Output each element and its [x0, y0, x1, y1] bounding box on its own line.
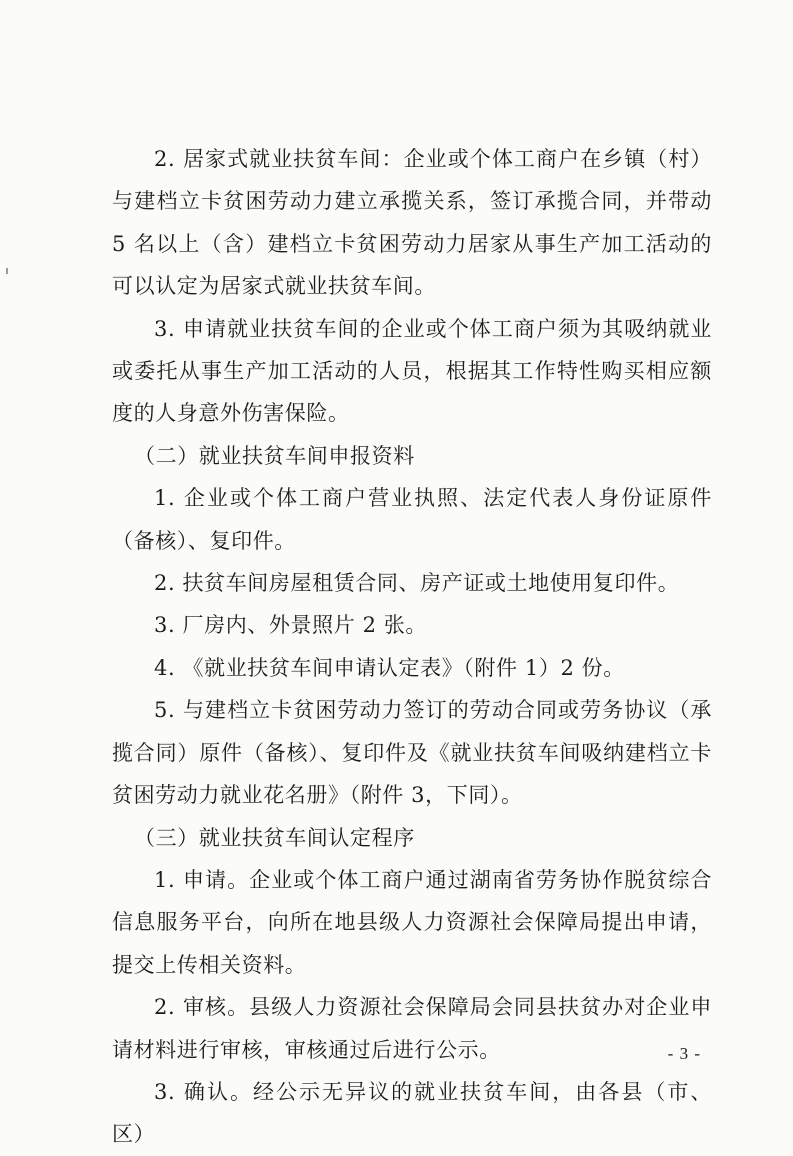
- paragraph-review: 2. 审核。县级人力资源社会保障局会同县扶贫办对企业申请材料进行审核，审核通过后进行公示。: [112, 995, 712, 1062]
- paragraph-confirm: 3. 确认。经公示无异议的就业扶贫车间，由各县（市、区）: [112, 1079, 712, 1147]
- section-heading-application-materials: （二）就业扶贫车间申报资料: [134, 443, 415, 468]
- paragraph-application-form: 4. 《就业扶贫车间申请认定表》（附件 1）2 份。: [154, 655, 625, 680]
- paragraph-labor-contract: 5. 与建档立卡贫困劳动力签订的劳动合同或劳务协议（承揽合同）原件（备核）、复印件及《就业扶贫车间吸纳建档立卡贫困劳动力就业花名册》（附件 3，下同）。: [112, 698, 712, 808]
- body-text: [112, 138, 712, 1156]
- paragraph-lease-contract: 2. 扶贫车间房屋租赁合同、房产证或土地使用复印件。: [154, 571, 680, 596]
- paragraph-photos: 3. 厂房内、外景照片 2 张。: [154, 613, 428, 638]
- paragraph-business-license: 1. 企业或个体工商户营业执照、法定代表人身份证原件（备核）、复印件。: [112, 486, 712, 553]
- scan-edge-mark: [6, 268, 8, 274]
- paragraph-home-workshop: 2. 居家式就业扶贫车间：企业或个体工商户在乡镇（村）与建档立卡贫困劳动力建立承揽关系，签订承揽合同，并带动 5 名以上（含）建档立卡贫困劳动力居家从事生产加工活动的可以认定为居家式就业扶贫车间。: [112, 147, 712, 299]
- section-heading-certification-procedure: （三）就业扶贫车间认定程序: [134, 825, 415, 850]
- page-number: - 3 -: [667, 1044, 701, 1063]
- paragraph-apply: 1. 申请。企业或个体工商户通过湖南省劳务协作脱贫综合信息服务平台，向所在地县级人力资源社会保障局提出申请，提交上传相关资料。: [112, 867, 712, 977]
- paragraph-insurance-requirement: 3. 申请就业扶贫车间的企业或个体工商户须为其吸纳就业或委托从事生产加工活动的人员，根据其工作特性购买相应额度的人身意外伤害保险。: [112, 316, 712, 426]
